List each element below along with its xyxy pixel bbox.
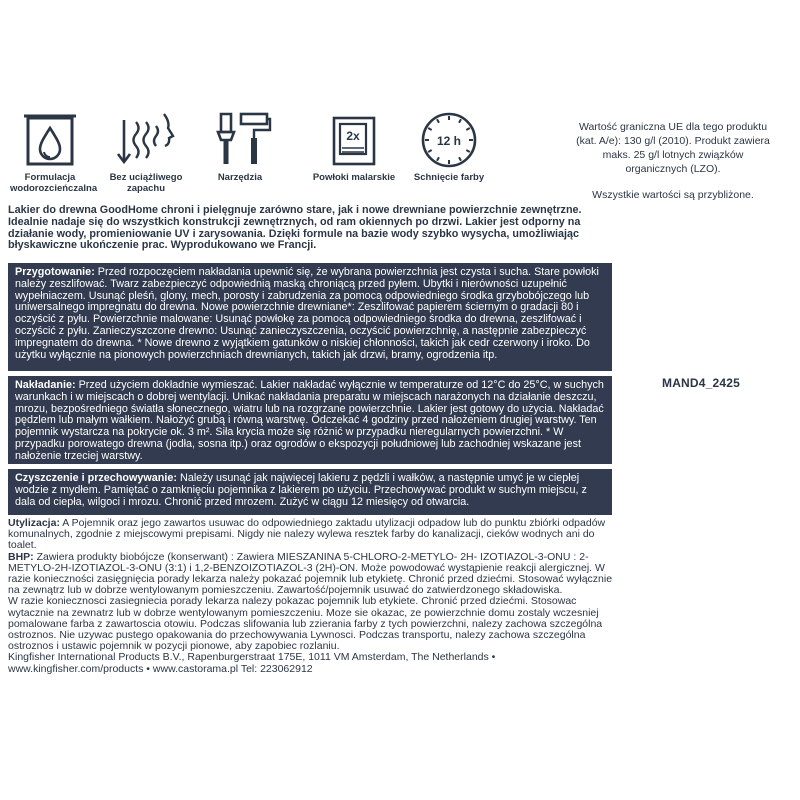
manufacturer-address: Kingfisher International Products B.V., Rapenburgerstraat 175E, 1011 VM Amsterdam, The Netherlands • (8, 651, 496, 664)
tools-feature (207, 108, 273, 183)
website-contact: www.kingfisher.com/products • www.castorama.pl Tel: 223062912 (8, 662, 313, 675)
voc-info (575, 120, 771, 214)
disposal-heading: Utylizacja: (8, 517, 60, 529)
bottom-text-block (8, 518, 620, 675)
cleaning-heading: Czyszczenie i przechowywanie: (15, 472, 178, 484)
water-based-feature (10, 108, 98, 194)
low-odour-icon (114, 108, 178, 170)
application-section (8, 376, 612, 464)
coats-badge: 2x (346, 129, 360, 143)
application-text: Przed użyciem dokładnie wymieszać. Lakier nakładać wyłącznie w temperaturze od 12°C do 25°C, w suchych warunkach i w miejscach o dobrej wentylacji. Unikać nakładania preparatu w miejscach narażonych na działanie deszczu, mrozu, bezpośredniego światła słonecznego, wiatru lub na rozgrzane powierzchnie. Lakier jest gotowy do użycia. Nakładać pędzlem lub małym wałkiem. Nałożyć grubą i równą warstwę. Odczekać 4 godziny przed nałożeniem drugiej warstwy. Ten pojemnik wystarcza na pokrycie ok. 3 m². Siła krycia może się różnić w przypadku nieregularnych powierzchni. * W przypadku porowatego drewna (jodła, sosna itp.) oraz ogrodów o ekspozycji południowej lub zachodniej wskazane jest nałożenie trzeciej warstwy. (15, 379, 604, 462)
preparation-section (8, 263, 612, 371)
product-description: Lakier do drewna GoodHome chroni i pielęgnuje zarówno stare, jak i nowe drewniane powierzchnie zewnętrzne. Idealnie nadaje się do wszystkich konstrukcji zewnętrznych, od ram okiennych po drzwi. Lakier jest odporny na działanie wody, promieniowanie UV i zarysowania. Dzięki formule na bazie wody szybko wysycha, umożliwiając błyskawiczne ukończenie prac. Wyprodukowano we Francji. (8, 204, 582, 252)
water-based-icon (21, 108, 79, 170)
application-heading: Nakładanie: (15, 379, 76, 391)
disposal-text: A Pojemnik oraz jego zawartos usuwac do odpowiedniego zaktadu utylizacji odpadow lub do punktu zbiórki odpadów komunalnych, zgodnie z miejscowymi prepisami. Nigdy nie nalezy wylewa resztek farby do kanalizacji, cieków wodnych ani do toalet. (8, 517, 606, 552)
coats-feature (302, 108, 406, 183)
coats-label: Powłoki malarskie (312, 172, 396, 183)
icons-row (10, 108, 485, 208)
drying-time-badge: 12 h (436, 134, 462, 148)
drying-time-label: Schnięcie farby (413, 172, 485, 183)
preparation-text: Przed rozpoczęciem nakładania upewnić się, że wybrana powierzchnia jest czysta i sucha. Stare powłoki należy zeszlifować. Twarz zabezpieczyć odpowiednią maską chroniącą przed pyłem. Ubytki i nierówności uzupełnić wypełniaczem. Usunąć pleśń, glony, mech, porosty i zabrudzenia za pomocą odpowiedniego środka grzybobójczego lub uniwersalnego impregnatu do drewna. Nowe powierzchnie drewniane*: Zeszlifować papierem ściernym o gradacji 80 i oczyścić z pyłu. Powierzchnie malowane: Usunąć powłokę za pomocą odpowiedniego środka do drewna, zeszlifować i oczyścić z pyłu. Zanieczyszczone drewno: Usunąć zanieczyszczenia, oczyścić powierzchnię, a następnie zabezpieczyć impregnatem do drewna. * Nowe drewno z wyjątkiem gatunków o niskiej chłonności, takich jak cedr czerwony i iroko. Do użytku wyłącznie na pionowych powierzchniach drewnianych, takich jak drzwi, bramy, ogrodzenia itp. (15, 266, 599, 361)
low-odour-label: Bez uciążliwego zapachu (109, 172, 183, 194)
approx-values-note: Wszystkie wartości są przybliżone. (592, 189, 754, 201)
tools-icon (207, 108, 273, 170)
cleaning-text: Należy usunąć jak najwięcej lakieru z pędzli i wałków, a następnie umyć je w ciepłej wodzie z mydłem. Pamiętać o zamknięciu pojemnika z lakierem po użyciu. Przechowywać produkt w suchym miejscu, z dala od ciepła, wilgoci i mrozu. Chronić przed mrozem. Zużyć w ciągu 12 miesięcy od otwarcia. (15, 472, 587, 508)
preparation-heading: Przygotowanie: (15, 266, 95, 278)
drying-time-icon (417, 108, 481, 170)
coats-icon (324, 108, 384, 170)
bhp-paragraph (8, 552, 620, 597)
bhp-text: Zawiera produkty biobójcze (konserwant) : Zawiera MIESZANINA 5-CHLORO-2-METYLO- 2H- IZOTIAZOL-3-ONU : 2-METYLO-2H-IZOTIAZOL-3-ONU (3:1) i 1,2-BENZOIZOTIAZOL-3 (2H)-ON. Może powodować wystąpienie reakcji alergicznej. W razie konieczności zasięgnięcia porady lekarza należy pokazać pojemnik lub etykietę. Chronić przed dziećmi. Stosować wyłącznie na zewnątrz lub w dobrze wentylowanym pomieszczeniu. Zawartość/pojemnik usuwać do zatwierdzonego składowiska. (8, 550, 613, 597)
voc-limit-text: Wartość graniczna UE dla tego produktu (kat. A/e): 130 g/l (2010). Produkt zawiera maks. 25 g/l lotnych związków organicznych (LZO). (576, 121, 770, 175)
drying-time-feature (412, 108, 486, 183)
bhp-heading: BHP: (8, 550, 34, 563)
tools-label: Narzędzia (217, 172, 263, 183)
extra-safety-text: W razie koniecznosci zasiegniecia porady lekarza nalezy pokazac pojemnik lub etykiete. Chronić przed dziećmi. Stosowac wytacznie na zewnatrz lub w dobrze wentylowanym pomieszczeniu. Moze sie okazac, ze powierzchnie domu zostaly wczesniej pomalowane farba z zawartoscia otowiu. Podczas slifowania lub zzierania farby z tych powierzchni, nalezy zachowa szczególna ostroznos. Nie uzywac pustego opakowania do przechowywania Lywnosci. Podczas transportu, nalezy zachowa szczególna ostroznos i ustawic pojemnik w pozycji pionowe, aby zapobiec rozlaniu. (8, 595, 603, 653)
cleaning-section (8, 469, 612, 515)
product-code: MAND4_2425 (662, 376, 741, 390)
low-odour-feature (106, 108, 186, 194)
water-based-label: Formulacja wodorozcieńczalna (10, 172, 98, 194)
disposal-paragraph (8, 518, 620, 552)
